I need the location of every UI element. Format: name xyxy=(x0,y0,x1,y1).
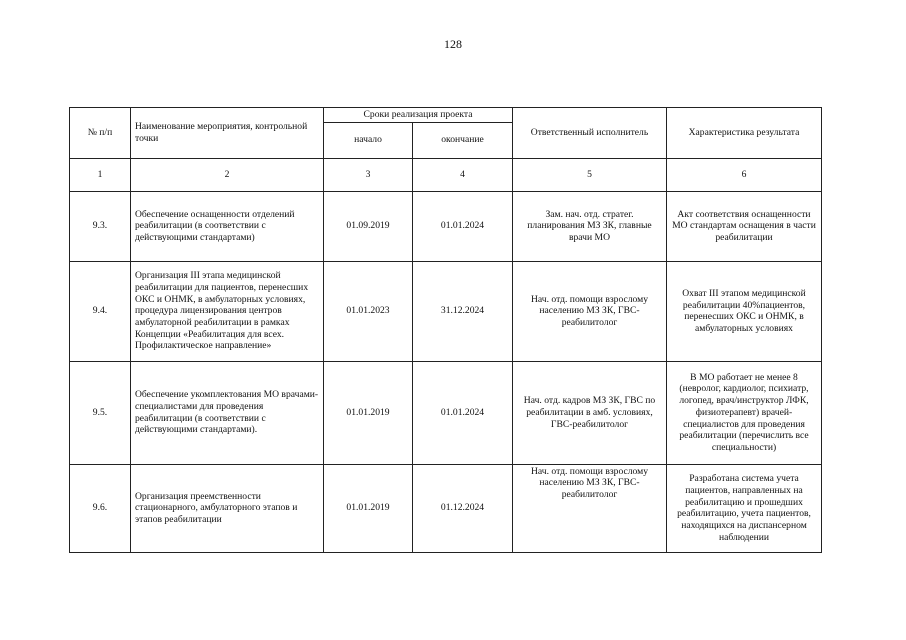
row-num: 9.6. xyxy=(70,464,131,552)
row-result: Акт соответствия оснащенности МО стандартам оснащения в части реабилитации xyxy=(667,191,822,261)
page-number: 128 xyxy=(444,37,462,51)
header-period: Сроки реализация проекта xyxy=(324,108,513,123)
column-number: 1 xyxy=(70,158,131,191)
column-number-row xyxy=(70,158,822,191)
row-num: 9.4. xyxy=(70,261,131,361)
table-row xyxy=(70,464,822,552)
header-result: Характеристика результата xyxy=(667,108,822,159)
column-number: 6 xyxy=(667,158,822,191)
header-start: начало xyxy=(324,122,413,158)
row-result: Охват III этапом медицинской реабилитации 40%пациентов, перенесших ОКС и ОНМК, в амбулаторных условиях xyxy=(667,261,822,361)
header-end: окончание xyxy=(413,122,513,158)
row-num: 9.5. xyxy=(70,361,131,464)
header-row xyxy=(70,108,822,123)
row-responsible: Зам. нач. отд. стратег. планирования МЗ ЗК, главные врачи МО xyxy=(513,191,667,261)
row-responsible: Нач. отд. кадров МЗ ЗК, ГВС по реабилитации в амб. условиях, ГВС-реабилитолог xyxy=(513,361,667,464)
row-name: Организация III этапа медицинской реабилитации для пациентов, перенесших ОКС и ОНМК, в амбулаторных условиях, процедура лицензирования центров амбулаторной реабилитации в рамках Концепции «Реабилитация для всех. Профилактическое направление» xyxy=(131,261,324,361)
row-end: 31.12.2024 xyxy=(413,261,513,361)
row-start: 01.01.2019 xyxy=(324,361,413,464)
row-start: 01.01.2019 xyxy=(324,464,413,552)
column-number: 3 xyxy=(324,158,413,191)
table-row xyxy=(70,191,822,261)
header-name: Наименование мероприятия, контрольной точки xyxy=(131,108,324,159)
project-plan-table xyxy=(69,107,822,553)
row-result: В МО работает не менее 8 (невролог, кардиолог, психиатр, логопед, врач/инструктор ЛФК, физиотерапевт) врачей-специалистов для проведения реабилитации (перечислить все специальности) xyxy=(667,361,822,464)
row-end: 01.12.2024 xyxy=(413,464,513,552)
row-num: 9.3. xyxy=(70,191,131,261)
header-responsible: Ответственный исполнитель xyxy=(513,108,667,159)
table-row xyxy=(70,261,822,361)
row-start: 01.01.2023 xyxy=(324,261,413,361)
column-number: 4 xyxy=(413,158,513,191)
row-end: 01.01.2024 xyxy=(413,361,513,464)
row-responsible: Нач. отд. помощи взрослому населению МЗ ЗК, ГВС-реабилитолог xyxy=(513,261,667,361)
row-end: 01.01.2024 xyxy=(413,191,513,261)
row-responsible: Нач. отд. помощи взрослому населению МЗ ЗК, ГВС-реабилитолог xyxy=(513,464,667,552)
row-start: 01.09.2019 xyxy=(324,191,413,261)
row-name: Организация преемственности стационарного, амбулаторного этапов и этапов реабилитации xyxy=(131,464,324,552)
row-result: Разработана система учета пациентов, направленных на реабилитацию и прошедших реабилитацию, учета пациентов, находящихся на диспансерном наблюдении xyxy=(667,464,822,552)
row-name: Обеспечение оснащенности отделений реабилитации (в соответствии с действующими стандартами) xyxy=(131,191,324,261)
table-row xyxy=(70,361,822,464)
column-number: 2 xyxy=(131,158,324,191)
row-name: Обеспечение укомплектования МО врачами-специалистами для проведения реабилитации (в соответствии с действующими стандартами). xyxy=(131,361,324,464)
column-number: 5 xyxy=(513,158,667,191)
header-num: № п/п xyxy=(70,108,131,159)
